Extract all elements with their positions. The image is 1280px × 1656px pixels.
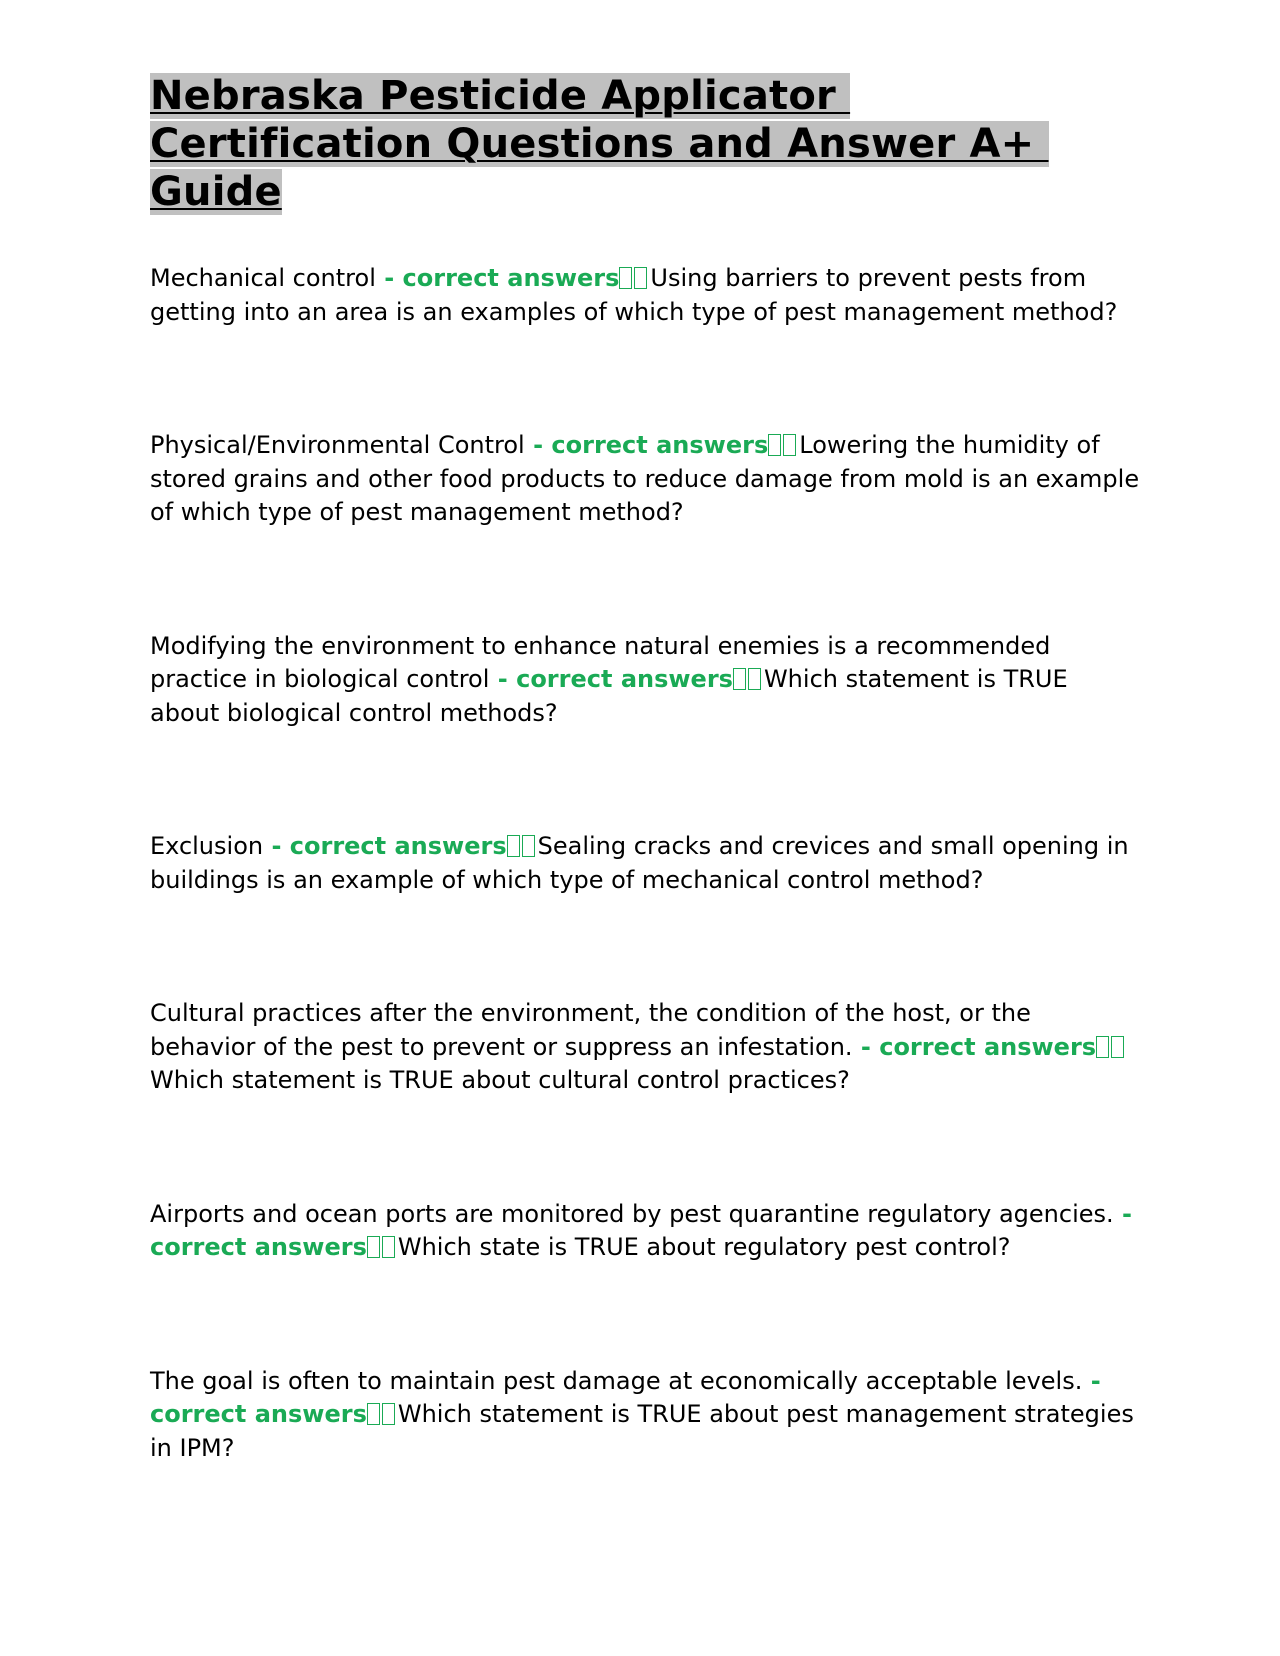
- qa-answer: Airports and ocean ports are monitored by pest quarantine regulatory agencies.: [150, 1199, 1114, 1228]
- qa-question: Which statement is TRUE about pest management strategies in IPM?: [150, 1400, 1134, 1462]
- placeholder-box-icon: [768, 434, 781, 456]
- placeholder-box-icon: [748, 668, 761, 690]
- placeholder-box-icon: [1111, 1036, 1124, 1058]
- qa-answer: Cultural practices after the environment, the condition of the host, or the behavior of the pest to prevent or suppress an infestation.: [150, 999, 1031, 1061]
- qa-item-1: [150, 262, 1140, 329]
- placeholder-box-icon: [733, 668, 746, 690]
- correct-answers-marker: - correct answers: [263, 832, 507, 860]
- placeholder-box-icon: [783, 434, 796, 456]
- qa-item-3: [150, 630, 1140, 731]
- qa-question: Sealing cracks and crevices and small opening in buildings is an example of which type of mechanical control method?: [150, 832, 1129, 894]
- correct-answers-marker: - correct answers: [375, 264, 620, 292]
- document-title: [150, 72, 1140, 216]
- title-line-1: Nebraska Pesticide Applicator: [150, 73, 851, 119]
- qa-item-7: [150, 1365, 1140, 1466]
- title-line-2: Certification Questions and Answer A+: [150, 121, 1049, 167]
- placeholder-box-icon: [522, 835, 535, 857]
- qa-list: [150, 262, 1140, 1465]
- qa-item-5: [150, 997, 1140, 1098]
- title-line-3: Guide: [150, 169, 282, 215]
- placeholder-box-icon: [367, 1236, 380, 1258]
- qa-question: Which statement is TRUE about cultural control practices?: [150, 1066, 850, 1094]
- placeholder-box-icon: [382, 1403, 395, 1425]
- qa-answer: Mechanical control: [150, 264, 376, 292]
- qa-item-4: [150, 830, 1140, 897]
- placeholder-box-icon: [1096, 1036, 1109, 1058]
- qa-question: Using barriers to prevent pests from getting into an area is an examples of which type of pest management method?: [150, 264, 1118, 326]
- qa-answer: The goal is often to maintain pest damage at economically acceptable levels.: [150, 1366, 1083, 1395]
- correct-answers-marker: - correct answers: [852, 1032, 1097, 1061]
- placeholder-box-icon: [382, 1236, 395, 1258]
- qa-answer: Exclusion: [150, 832, 264, 860]
- placeholder-box-icon: [619, 267, 632, 289]
- correct-answers-marker: - correct answers: [150, 1366, 1101, 1428]
- placeholder-box-icon: [634, 267, 647, 289]
- placeholder-box-icon: [367, 1403, 380, 1425]
- qa-answer: Physical/Environmental Control: [150, 431, 525, 459]
- document-page: [150, 72, 1140, 1565]
- qa-question: Lowering the humidity of stored grains and other food products to reduce damage from mold is an example of which type of pest management method?: [150, 431, 1140, 526]
- qa-question: Which state is TRUE about regulatory pest control?: [397, 1233, 1011, 1261]
- placeholder-box-icon: [507, 835, 520, 857]
- qa-item-6: [150, 1198, 1140, 1265]
- qa-question: Which statement is TRUE about biological control methods?: [150, 665, 1068, 727]
- correct-answers-marker: - correct answers: [489, 665, 733, 693]
- correct-answers-marker: - correct answers: [524, 431, 769, 459]
- qa-item-2: [150, 429, 1140, 530]
- qa-answer: Modifying the environment to enhance natural enemies is a recommended practice in biological control: [150, 631, 1051, 693]
- correct-answers-marker: - correct answers: [150, 1199, 1132, 1261]
